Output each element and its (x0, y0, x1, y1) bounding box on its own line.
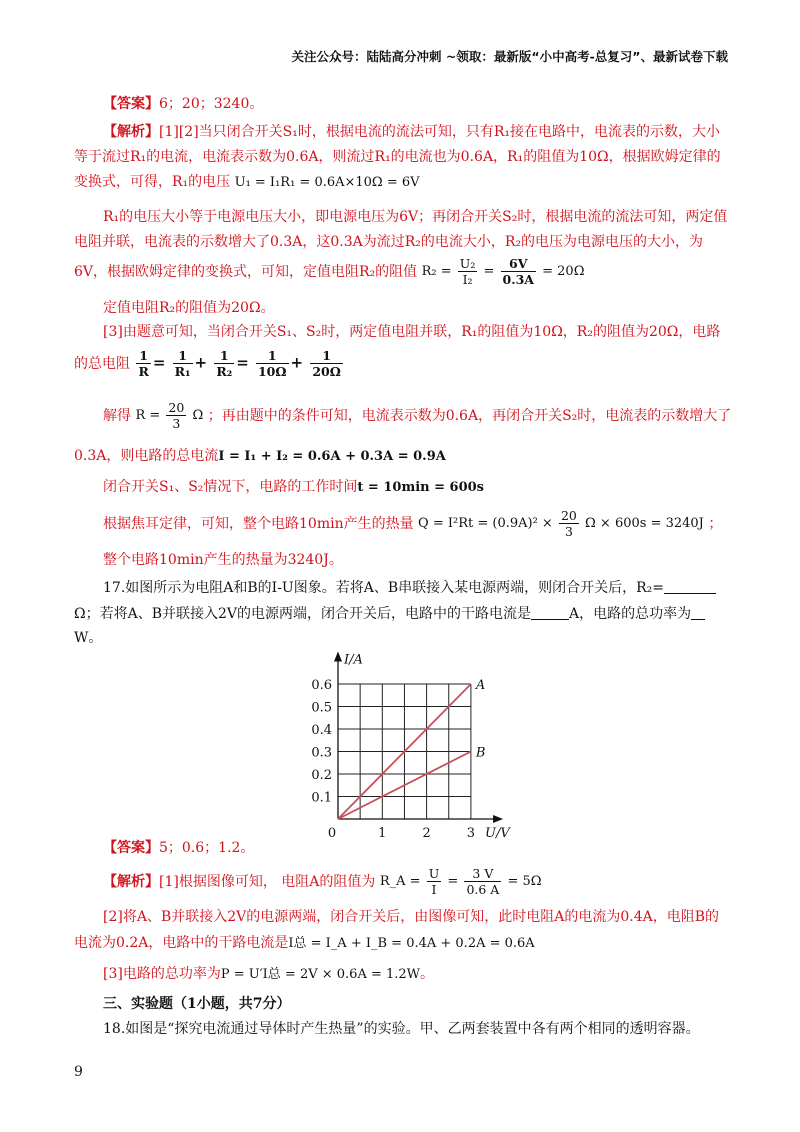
denominator: 10Ω (257, 364, 287, 379)
q16-analysis-line-6 (74, 256, 584, 287)
formula-rhs: Ω × 600s = 3240J (585, 515, 704, 531)
y-tick-label: 0.5 (311, 700, 332, 716)
y-tick-label: 0.3 (311, 745, 332, 761)
x-tick-label: 3 (466, 826, 476, 840)
text: 变换式，可得，R₁的电压 (74, 174, 231, 190)
answer-label: 【答案】 (103, 840, 159, 856)
numerator: U₂ (459, 256, 476, 271)
fraction (136, 348, 150, 379)
formula-u1: U₁ = I₁R₁ = 0.6A×10Ω = 6V (234, 175, 420, 190)
text: 根据焦耳定律，可知，整个电路10min产生的热量 (103, 515, 414, 532)
y-axis-label: I/A (344, 652, 363, 668)
denominator: I₂ (462, 272, 473, 287)
analysis-label: 【解析】 (103, 124, 159, 140)
x-tick-label: 0 (327, 826, 337, 840)
q17-analysis-line-4 (103, 964, 434, 985)
answer-value: 6；20；3240。 (159, 96, 264, 112)
analysis-label: 【解析】 (103, 873, 159, 890)
fraction (214, 348, 234, 379)
text: 闭合开关S₁、S₂情况下，电路的工作时间 (103, 479, 358, 495)
q16-analysis-line-4: R₁的电压大小等于电源电压大小，即电源电压为6V；再闭合开关S₂时，根据电流的流法可知，两定值 (103, 209, 728, 225)
equals: = (447, 873, 459, 889)
q16-analysis-line-8: [3]由题意可知，当闭合开关S₁、S₂时，两定值电阻并联，R₁的阻值为10Ω，R₂的阻值为20Ω，电路 (103, 324, 721, 340)
text: 解得 (103, 407, 131, 424)
q16-analysis-line-2: 等于流过R₁的电流，电流表示数为0.6A，则流过R₁的电流也为0.6A，R₁的阻值为10Ω，根据欧姆定律的 (74, 149, 721, 165)
denominator: I (431, 882, 437, 897)
text: 0.3A，则电路的总电流 (74, 448, 219, 464)
answer-value: 5；0.6；1.2。 (159, 840, 255, 856)
q17-answer-line (103, 838, 254, 858)
y-tick-label: 0.4 (311, 723, 332, 738)
fraction (256, 348, 289, 379)
q17-stem-line-3: W。 (74, 630, 103, 646)
answer-label: 【答案】 (103, 96, 159, 112)
q18-stem: 18.如图是“探究电流通过导体时产生热量”的实验。甲、乙两套装置中各有两个相同的透明容器。 (103, 1021, 700, 1037)
fraction (166, 400, 186, 431)
y-axis-arrow (334, 652, 342, 662)
equals: = (483, 263, 495, 279)
answer-blank (691, 605, 705, 620)
denominator: 20Ω (312, 364, 341, 379)
y-tick-label: 0.6 (311, 678, 332, 693)
q16-answer-line (103, 94, 263, 114)
iu-chart (300, 645, 530, 840)
x-axis-arrow (493, 815, 503, 823)
q16-analysis-line-10 (103, 400, 731, 431)
fraction (173, 348, 193, 379)
q16-analysis-line-14: 整个电路10min产生的热量为3240J。 (103, 552, 343, 568)
q17-analysis-line-1 (103, 866, 542, 897)
numerator: 20 (168, 400, 185, 415)
text: ；再由题中的条件可知，电流表示数为0.6A，再闭合开关S₂时，电流表的示数增大了 (207, 407, 732, 424)
denominator: 0.6 A (466, 882, 500, 897)
text: Ω；若将A、B并联接入2V的电源两端，闭合开关后，电路中的干路电流是 (74, 606, 532, 622)
formula-r (135, 400, 203, 431)
formula-rhs: = 20Ω (542, 263, 585, 279)
formula-main-current: I总 = I_A + I_B = 0.4A + 0.2A = 0.6A (288, 936, 535, 951)
page-number: 9 (74, 1064, 83, 1080)
q16-analysis-line-9 (74, 348, 345, 379)
formula-total-current: I = I₁ + I₂ = 0.6A + 0.3A = 0.9A (218, 449, 446, 464)
numerator: 3 V (464, 866, 501, 882)
y-tick-label: 0.1 (311, 790, 332, 806)
q17-stem-line-1 (103, 578, 716, 598)
numerator: U (428, 866, 440, 881)
denominator: 3 (564, 524, 573, 539)
denominator: R (138, 364, 149, 379)
q17-analysis-line-3 (74, 933, 535, 954)
formula-lhs: Q = I²Rt = (0.9A)² × (418, 515, 553, 531)
formula-total-resistance: $\frac{1}{R}$ = $\frac{1}{\text{R₁}}$ + $\frac{1}{\text{R₂}}$ = $\frac{1}{10\Omega}$ + $\frac{1}{20\Omega}$ (138, 348, 341, 379)
unit: Ω (192, 407, 204, 423)
text: 电流为0.2A，电路中的干路电流是 (74, 935, 289, 951)
text: [1]根据图像可知， 电阻A的阻值为 (159, 873, 376, 890)
series-label-b: B (475, 745, 486, 761)
analysis-text: [1][2]当只闭合开关S₁时，根据电流的流法可知，只有R₁接在电路中，电流表的示数，大小 (159, 124, 721, 140)
denominator: R₂ (216, 364, 233, 379)
q16-analysis-line-3 (74, 172, 420, 193)
q16-analysis-line-1 (103, 122, 720, 142)
section-title: 三、实验题（1小题，共7分） (103, 996, 291, 1012)
text: A，电路的总功率为 (569, 606, 692, 622)
text: 6V，根据欧姆定律的变换式，可知，定值电阻R₂的阻值 (74, 263, 418, 280)
q16-analysis-line-7: 定值电阻R₂的阻值为20Ω。 (103, 300, 275, 316)
formula-rhs: = 5Ω (507, 873, 542, 889)
text: 。 (420, 966, 435, 982)
q16-analysis-line-11 (74, 446, 446, 467)
q16-analysis-line-13 (103, 508, 722, 539)
fraction (310, 348, 343, 379)
numerator: 1 (256, 348, 289, 364)
formula-lhs: R₂ = (421, 263, 452, 279)
q16-analysis-line-12 (103, 477, 484, 498)
numerator: 20 (560, 508, 577, 523)
fraction (501, 256, 536, 287)
x-tick-label: 1 (378, 826, 387, 840)
x-axis-label: U/V (485, 826, 510, 840)
formula-r2 (422, 256, 585, 287)
formula-ra (380, 866, 542, 897)
formula-lhs: R = (135, 407, 161, 423)
x-tick-label: 2 (422, 826, 431, 840)
fraction (559, 508, 579, 539)
text: 17.如图所示为电阻A和B的I-U图象。若将A、B串联接入某电源两端，则闭合开关后，R₂= (103, 580, 665, 596)
page-header: 关注公众号：陆陆高分冲刺 ~领取：最新版“小中高考-总复习”、最新试卷下载 (291, 49, 728, 64)
text: [3]电路的总功率为 (103, 966, 221, 982)
numerator: 1 (136, 348, 150, 364)
answer-blank (664, 579, 716, 594)
formula-power: P = U′I总 = 2V × 0.6A = 1.2W (220, 967, 421, 982)
denominator: 3 (172, 416, 181, 431)
denominator: 0.3A (502, 272, 534, 287)
text: ； (708, 515, 723, 532)
answer-blank (531, 605, 569, 620)
series-label-a: A (475, 678, 486, 693)
fraction (427, 866, 442, 897)
text: 的总电阻 (74, 355, 130, 372)
formula-lhs: R_A = (379, 873, 421, 889)
denominator: R₁ (174, 364, 191, 379)
numerator: 1 (310, 348, 343, 364)
formula-time: t = 10min = 600s (357, 480, 484, 495)
numerator: 6V (501, 256, 536, 272)
numerator: 1 (173, 348, 193, 364)
fraction (464, 866, 501, 897)
formula-heat (418, 508, 704, 539)
fraction (458, 256, 478, 287)
q17-stem-line-2 (74, 604, 705, 624)
q17-analysis-line-2: [2]将A、B并联接入2V的电源两端，闭合开关后，由图像可知，此时电阻A的电流为0.4A，电阻B的 (103, 909, 720, 925)
y-tick-label: 0.2 (311, 768, 332, 783)
numerator: 1 (214, 348, 234, 364)
q16-analysis-line-5: 电阻并联，电流表的示数增大了0.3A，这0.3A为流过R₂的电流大小，R₂的电压为电源电压的大小，为 (74, 234, 704, 250)
